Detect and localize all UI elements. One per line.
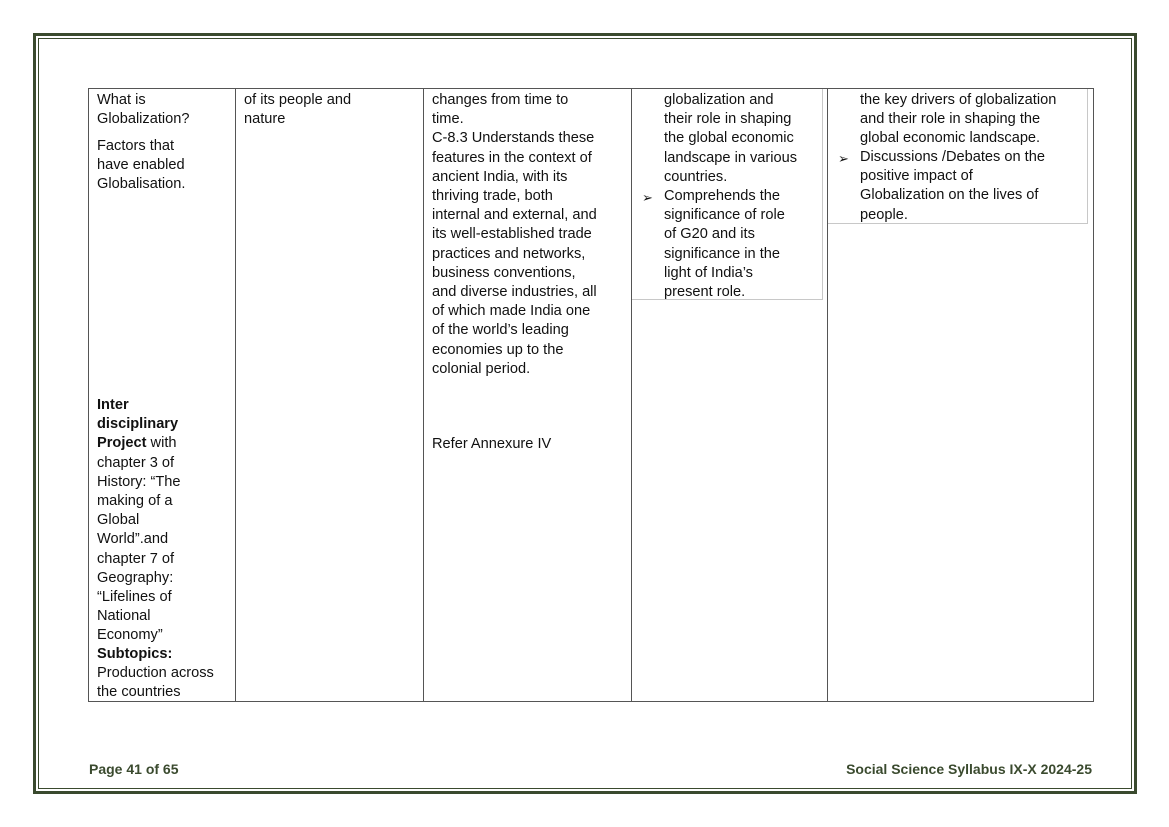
col4-bullet-g20: Comprehends the significance of role of G20 and its significance in the light of India’s present role. (664, 188, 785, 301)
page-number: Page 41 of 65 (89, 761, 179, 777)
subtopics-detail: Production across the countries (97, 665, 214, 701)
table-column-topic (89, 89, 236, 701)
subtopics (97, 645, 214, 703)
col5-inner-box (828, 89, 1088, 224)
col4-inner-box (632, 89, 823, 300)
col5-bullet-continuation: the key drivers of globalization and their role in shaping the global economic landscape. (860, 92, 1057, 147)
table-column-5 (828, 89, 1093, 701)
syllabus-table (88, 88, 1094, 702)
table-column-3 (424, 89, 632, 701)
document-title: Social Science Syllabus IX-X 2024-25 (846, 761, 1092, 777)
topic-factors: Factors that have enabled Globalisation. (97, 138, 186, 193)
bullet-arrow-icon: ➢ (838, 151, 849, 166)
project-label: Inter disciplinary Project (97, 397, 179, 452)
table-column-2 (236, 89, 424, 701)
col4-bullet-continuation: globalization and their role in shaping the global economic landscape in various countries. (664, 92, 798, 185)
table-column-4 (632, 89, 828, 701)
project-detail: with chapter 3 of History: “The making of a Global World”.and chapter 7 of Geography: “Lifelines of National Economy” (97, 435, 181, 644)
annexure-reference: Refer Annexure IV (432, 436, 552, 452)
bullet-arrow-icon: ➢ (642, 190, 653, 205)
col2-text: of its people and nature (244, 92, 352, 128)
project-description (97, 396, 181, 646)
col5-bullet-discussions: Discussions /Debates on the positive impact of Globalization on the lives of people. (860, 149, 1045, 223)
topic-heading: What is Globalization? (97, 92, 190, 128)
subtopics-label: Subtopics: (97, 646, 173, 662)
col3-text: changes from time to time. C-8.3 Understands these features in the context of ancient India, with its thriving trade, both internal and external, and its well-established trade practices and networks, business conventions, and diverse industries, all of which made India one of the world’s leading economies up to the colonial period. (432, 92, 597, 377)
